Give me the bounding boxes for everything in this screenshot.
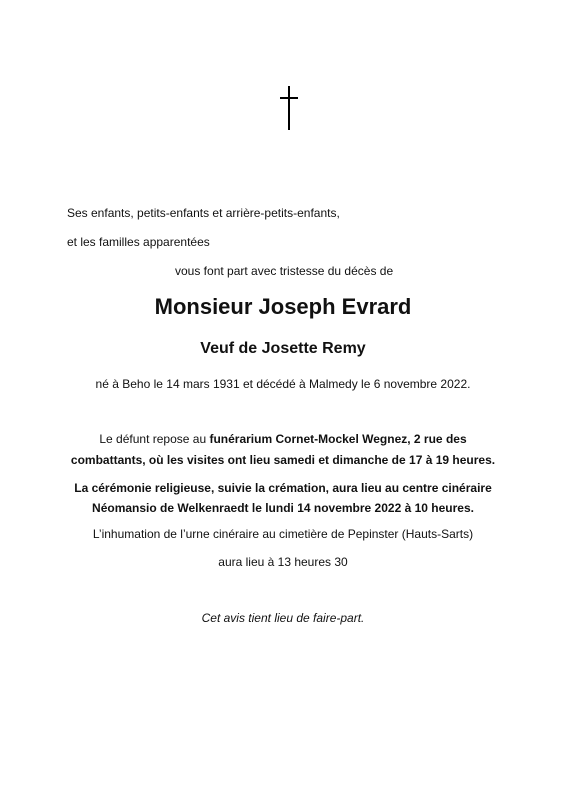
rest-line-1-normal: Le défunt repose au: [99, 432, 210, 446]
rest-line-2: combattants, où les visites ont lieu samedi et dimanche de 17 à 19 heures.: [70, 453, 496, 467]
closing-note: Cet avis tient lieu de faire-part.: [201, 611, 365, 625]
ceremony-line-2: Néomansio de Welkenraedt le lundi 14 novembre 2022 à 10 heures.: [92, 501, 474, 515]
intro-line-3: vous font part avec tristesse du décès de: [175, 264, 394, 278]
rest-line-1: [0, 432, 566, 446]
rest-line-1-bold: funérarium Cornet-Mockel Wegnez, 2 rue des: [209, 432, 467, 446]
deceased-relation: Veuf de Josette Remy: [200, 340, 366, 357]
birth-death-dates: né à Beho le 14 mars 1931 et décédé à Malmedy le 6 novembre 2022.: [95, 377, 471, 391]
burial-line-2: aura lieu à 13 heures 30: [218, 555, 348, 569]
intro-line-2: et les familles apparentées: [67, 235, 210, 249]
intro-line-1: Ses enfants, petits-enfants et arrière-petits-enfants,: [67, 206, 340, 220]
deceased-name: Monsieur Joseph Evrard: [154, 294, 412, 319]
ceremony-line-1: La cérémonie religieuse, suivie la crémation, aura lieu au centre cinéraire: [74, 481, 492, 495]
burial-line-1: L’inhumation de l’urne cinéraire au cimetière de Pepinster (Hauts-Sarts): [92, 527, 474, 541]
cross-icon: [279, 86, 299, 130]
